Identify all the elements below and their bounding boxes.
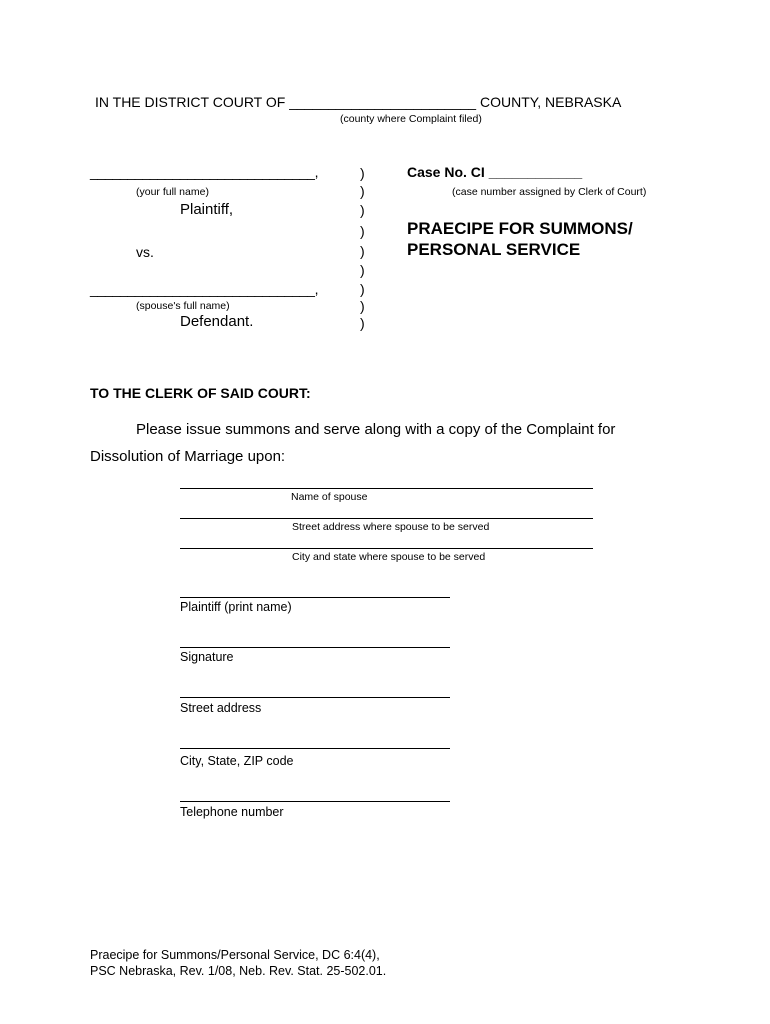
document-title-line2: PERSONAL SERVICE — [407, 240, 581, 259]
court-heading-suffix: COUNTY, NEBRASKA — [479, 94, 622, 110]
plaintiff-city-line[interactable] — [180, 748, 450, 749]
footer-citation-line2: PSC Nebraska, Rev. 1/08, Neb. Rev. Stat. 25-502.01. — [90, 964, 387, 978]
caption-paren: ) — [360, 315, 365, 331]
spouse-street-line[interactable] — [180, 518, 593, 519]
caption-paren: ) — [360, 281, 365, 297]
defendant-name-line[interactable]: ______________________________, — [90, 281, 319, 297]
plaintiff-street-line[interactable] — [180, 697, 450, 698]
address-to-clerk: TO THE CLERK OF SAID COURT: — [90, 385, 311, 401]
request-line-2: Dissolution of Marriage upon: — [90, 448, 286, 465]
spouse-city-label: City and state where spouse to be served — [292, 551, 486, 563]
spouse-name-line[interactable] — [180, 488, 593, 489]
defendant-role: Defendant. — [180, 313, 254, 330]
plaintiff-hint: (your full name) — [136, 186, 209, 198]
spouse-city-line[interactable] — [180, 548, 593, 549]
caption-paren: ) — [360, 202, 365, 218]
plaintiff-city-label: City, State, ZIP code — [180, 754, 294, 768]
spouse-street-label: Street address where spouse to be served — [292, 521, 490, 533]
case-number-hint: (case number assigned by Clerk of Court) — [452, 186, 647, 198]
telephone-line[interactable] — [180, 801, 450, 802]
caption-paren: ) — [360, 262, 365, 278]
county-hint: (county where Complaint filed) — [340, 113, 482, 125]
spouse-name-label: Name of spouse — [291, 491, 368, 503]
document-title-line1: PRAECIPE FOR SUMMONS/ — [407, 219, 633, 238]
case-number-label: Case No. CI — [407, 164, 485, 180]
request-line-1: Please issue summons and serve along with a copy of the Complaint for — [136, 421, 616, 438]
telephone-label: Telephone number — [180, 805, 284, 819]
caption-paren: ) — [360, 223, 365, 239]
plaintiff-role: Plaintiff, — [180, 201, 234, 218]
plaintiff-street-label: Street address — [180, 701, 262, 715]
caption-paren: ) — [360, 243, 365, 259]
caption-paren: ) — [360, 183, 365, 199]
signature-label: Signature — [180, 650, 234, 664]
court-heading-prefix: IN THE DISTRICT COURT OF — [95, 94, 286, 110]
plaintiff-print-name-line[interactable] — [180, 597, 450, 598]
defendant-hint: (spouse's full name) — [136, 300, 230, 312]
county-blank[interactable]: ________________________ — [289, 94, 477, 110]
court-heading — [95, 94, 621, 110]
caption-paren: ) — [360, 165, 365, 181]
versus-label: vs. — [136, 244, 154, 260]
footer-citation-line1: Praecipe for Summons/Personal Service, DC 6:4(4), — [90, 948, 380, 962]
case-number-row — [407, 164, 582, 180]
caption-paren: ) — [360, 298, 365, 314]
case-number-blank[interactable]: ____________ — [488, 164, 583, 180]
signature-line[interactable] — [180, 647, 450, 648]
plaintiff-name-line[interactable]: ______________________________, — [90, 164, 319, 180]
plaintiff-print-name-label: Plaintiff (print name) — [180, 600, 292, 614]
